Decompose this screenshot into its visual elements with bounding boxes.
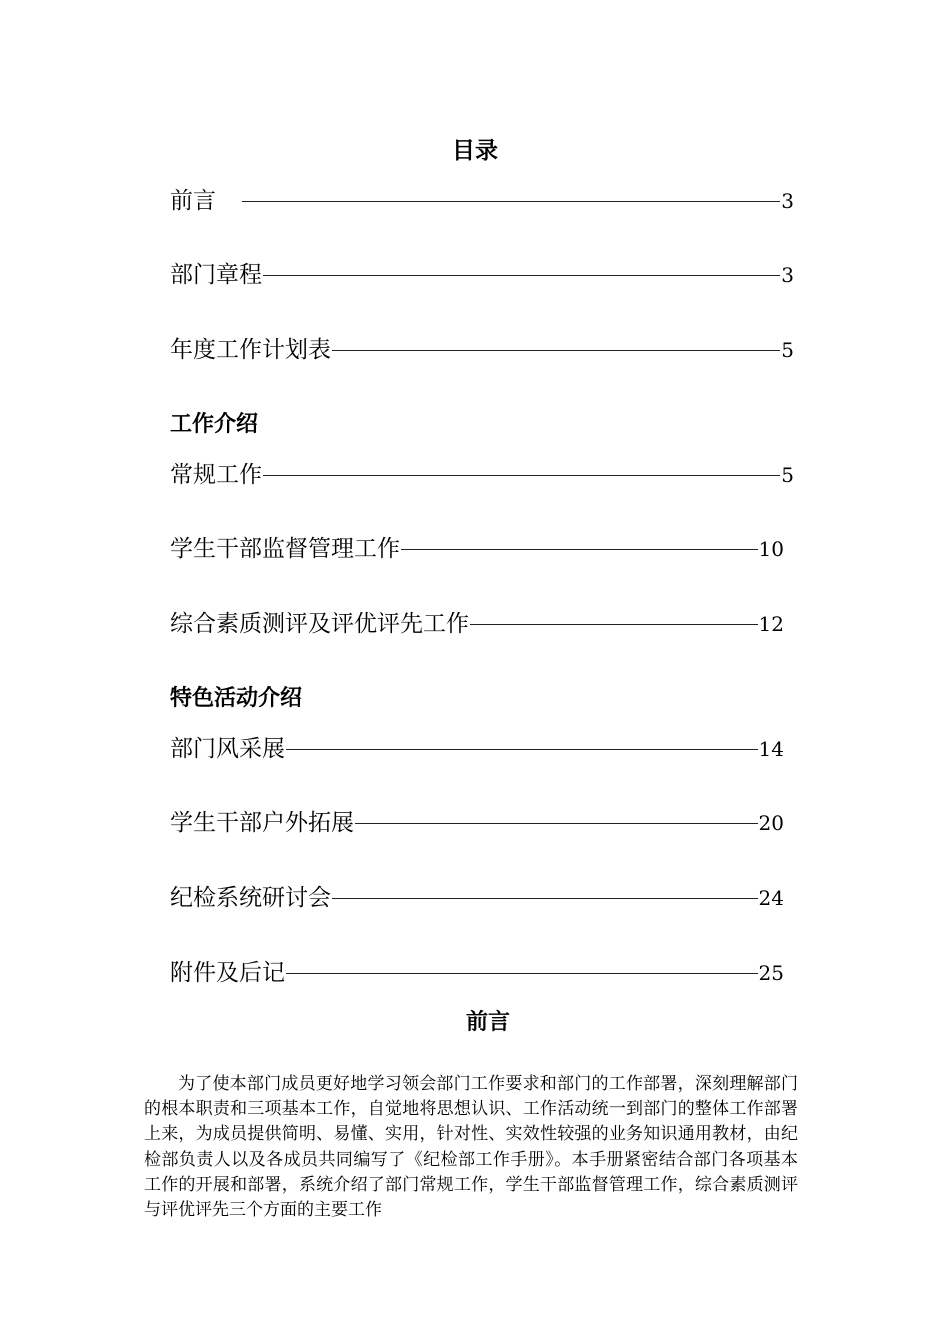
toc-entry-label: 常规工作 [170,462,262,488]
toc-section-heading: 工作介绍 [170,412,259,437]
toc-leader [263,275,780,276]
toc-leader [286,749,758,750]
toc-entry-page: 10 [758,537,784,561]
toc-entry-label: 综合素质测评及评优评先工作 [170,611,469,637]
toc-entry-preface[interactable] [170,184,794,218]
toc-leader [286,973,758,974]
toc-entry-page: 20 [758,811,784,835]
toc-entry-label: 年度工作计划表 [170,337,331,363]
toc-entry-page: 3 [781,189,794,213]
toc-entry-label: 附件及后记 [170,960,285,986]
toc-section-heading: 特色活动介绍 [170,686,303,711]
toc-leader [332,350,780,351]
toc-leader [470,624,758,625]
toc-leader [332,898,758,899]
toc-leader [355,823,758,824]
toc-entry-supervision[interactable] [170,532,784,566]
toc-entry-outdoor[interactable] [170,806,784,840]
toc-entry-page: 12 [758,612,784,636]
toc-entry-page: 14 [758,737,784,761]
toc-entry-showcase[interactable] [170,732,784,766]
toc-entry-label: 学生干部户外拓展 [170,810,354,836]
preface-title: 前言 [465,1010,510,1035]
toc-entry-routine-work[interactable] [170,458,794,492]
toc-entry-seminar[interactable] [170,881,784,915]
toc-entry-label: 部门风采展 [170,736,285,762]
preface-body: 为了使本部门成员更好地学习领会部门工作要求和部门的工作部署，深刻理解部门的根本职责和三项基本工作，自觉地将思想认识、工作活动统一到部门的整体工作部署上来，为成员提供简明、易懂、实用，针对性、实效性较强的业务知识通用教材，由纪检部负责人以及各成员共同编写了《纪检部工作手册》。本手册紧密结合部门各项基本工作的开展和部署，系统介绍了部门常规工作，学生干部监督管理工作，综合素质测评与评优评先三个方面的主要工作 [144,1074,798,1221]
toc-entry-annual-plan[interactable] [170,333,794,367]
toc-leader [242,201,780,202]
toc-entry-label: 前言 [170,188,216,214]
toc-entry-page: 5 [781,463,794,487]
toc-entry-page: 5 [781,338,794,362]
toc-entry-label: 部门章程 [170,262,262,288]
toc-title: 目录 [452,138,498,164]
toc-entry-charter[interactable] [170,258,794,292]
toc-entry-label: 纪检系统研讨会 [170,885,331,911]
toc-entry-page: 24 [758,886,784,910]
toc-leader [401,549,758,550]
toc-entry-appendix[interactable] [170,956,784,990]
toc-leader [263,475,780,476]
toc-entry-label: 学生干部监督管理工作 [170,536,400,562]
toc-entry-page: 3 [781,263,794,287]
toc-entry-page: 25 [758,961,784,985]
toc-entry-evaluation[interactable] [170,607,784,641]
